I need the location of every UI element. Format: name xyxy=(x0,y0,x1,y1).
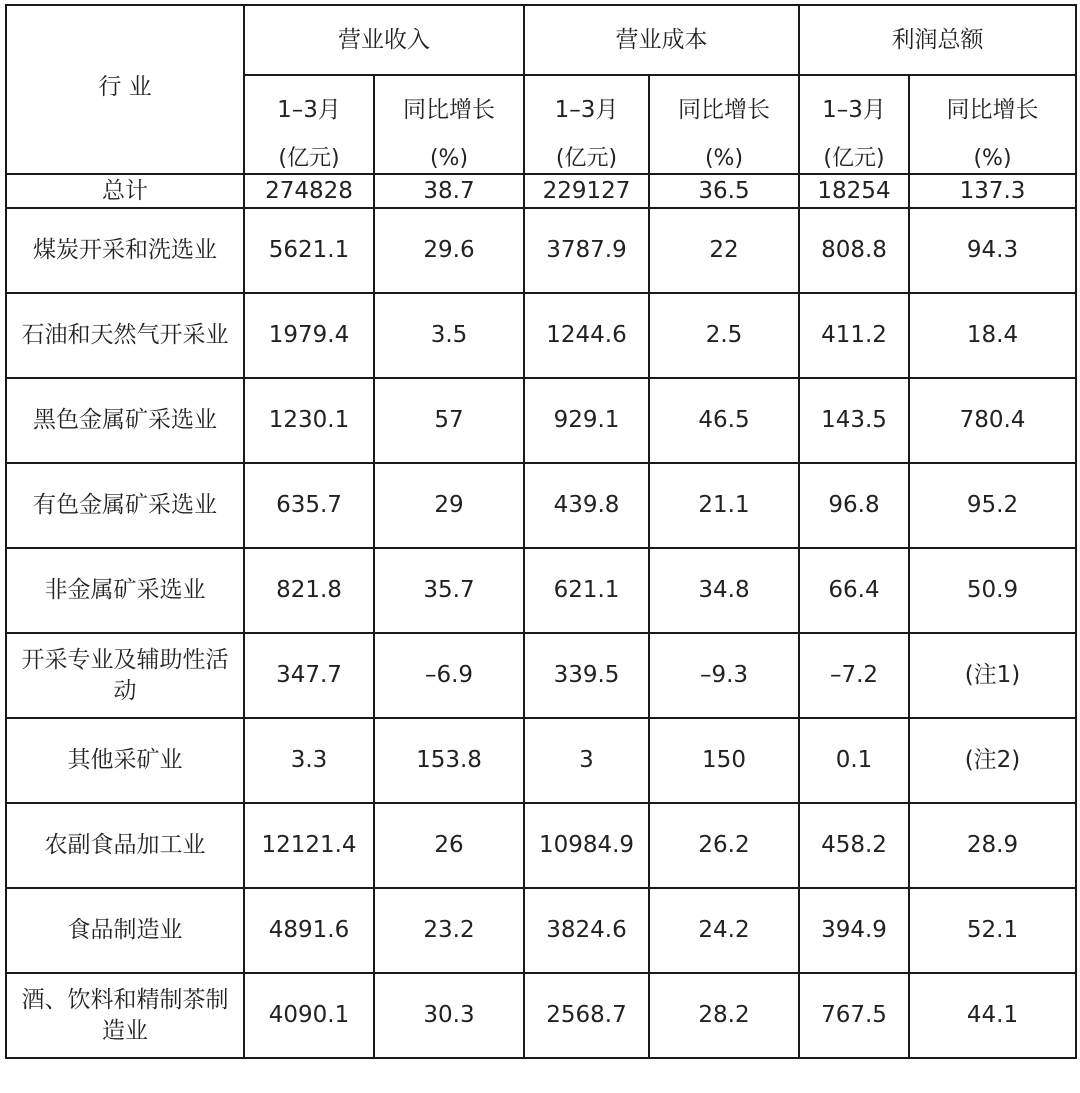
cell-revenue: 5621.1 xyxy=(244,208,374,293)
cell-revenue-growth: 23.2 xyxy=(374,888,524,973)
cell-profit-growth: 28.9 xyxy=(909,803,1076,888)
row-name: 有色金属矿采选业 xyxy=(6,463,244,548)
unit-cost-growth: (%) xyxy=(649,144,799,174)
table-row xyxy=(6,888,1076,973)
row-name: 石油和天然气开采业 xyxy=(6,293,244,378)
cell-profit-growth: 52.1 xyxy=(909,888,1076,973)
cell-cost-growth: 26.2 xyxy=(649,803,799,888)
table-row xyxy=(6,633,1076,718)
row-name: 农副食品加工业 xyxy=(6,803,244,888)
cell-cost-growth: 150 xyxy=(649,718,799,803)
cell-cost: 3787.9 xyxy=(524,208,649,293)
cell-profit-growth: (注2) xyxy=(909,718,1076,803)
cell-profit: 394.9 xyxy=(799,888,909,973)
cell-revenue: 347.7 xyxy=(244,633,374,718)
table-row xyxy=(6,463,1076,548)
unit-profit-period: (亿元) xyxy=(799,144,909,174)
table-row-total xyxy=(6,174,1076,208)
cell-revenue-growth: 35.7 xyxy=(374,548,524,633)
cell-profit: –7.2 xyxy=(799,633,909,718)
cell-cost: 229127 xyxy=(524,174,649,208)
cell-revenue: 4891.6 xyxy=(244,888,374,973)
table-row xyxy=(6,378,1076,463)
row-name: 非金属矿采选业 xyxy=(6,548,244,633)
cell-revenue-growth: –6.9 xyxy=(374,633,524,718)
cell-revenue-growth: 29 xyxy=(374,463,524,548)
cell-cost-growth: 36.5 xyxy=(649,174,799,208)
cell-profit: 66.4 xyxy=(799,548,909,633)
cell-cost: 2568.7 xyxy=(524,973,649,1058)
cell-cost-growth: 34.8 xyxy=(649,548,799,633)
table-row xyxy=(6,293,1076,378)
row-name: 其他采矿业 xyxy=(6,718,244,803)
cell-profit: 458.2 xyxy=(799,803,909,888)
cell-cost: 1244.6 xyxy=(524,293,649,378)
statistics-table xyxy=(5,4,1077,1059)
row-name: 酒、饮料和精制茶制造业 xyxy=(6,973,244,1058)
subheader-revenue-growth: 同比增长 xyxy=(374,75,524,144)
cell-revenue: 821.8 xyxy=(244,548,374,633)
cell-profit-growth: 94.3 xyxy=(909,208,1076,293)
industry-header: 行 业 xyxy=(6,5,244,174)
cell-profit: 767.5 xyxy=(799,973,909,1058)
cell-profit-growth: (注1) xyxy=(909,633,1076,718)
cell-profit-growth: 137.3 xyxy=(909,174,1076,208)
cell-revenue-growth: 38.7 xyxy=(374,174,524,208)
unit-revenue-period: (亿元) xyxy=(244,144,374,174)
unit-cost-period: (亿元) xyxy=(524,144,649,174)
cell-cost: 3 xyxy=(524,718,649,803)
cell-cost: 339.5 xyxy=(524,633,649,718)
cell-cost-growth: 21.1 xyxy=(649,463,799,548)
row-name: 煤炭开采和洗选业 xyxy=(6,208,244,293)
cell-revenue: 3.3 xyxy=(244,718,374,803)
cell-revenue: 274828 xyxy=(244,174,374,208)
unit-revenue-growth: (%) xyxy=(374,144,524,174)
row-name: 开采专业及辅助性活动 xyxy=(6,633,244,718)
unit-profit-growth: (%) xyxy=(909,144,1076,174)
subheader-profit-period: 1–3月 xyxy=(799,75,909,144)
subheader-cost-period: 1–3月 xyxy=(524,75,649,144)
row-name: 黑色金属矿采选业 xyxy=(6,378,244,463)
cell-cost-growth: 28.2 xyxy=(649,973,799,1058)
cell-cost-growth: 46.5 xyxy=(649,378,799,463)
cell-revenue: 1979.4 xyxy=(244,293,374,378)
cell-profit: 808.8 xyxy=(799,208,909,293)
group-header-profit: 利润总额 xyxy=(799,5,1076,75)
table-row xyxy=(6,548,1076,633)
cell-revenue-growth: 29.6 xyxy=(374,208,524,293)
cell-revenue: 635.7 xyxy=(244,463,374,548)
table-row xyxy=(6,973,1076,1058)
row-name: 总计 xyxy=(6,174,244,208)
cell-profit: 96.8 xyxy=(799,463,909,548)
cell-cost-growth: –9.3 xyxy=(649,633,799,718)
table-row xyxy=(6,803,1076,888)
cell-revenue-growth: 153.8 xyxy=(374,718,524,803)
cell-cost-growth: 22 xyxy=(649,208,799,293)
cell-profit: 411.2 xyxy=(799,293,909,378)
cell-profit-growth: 44.1 xyxy=(909,973,1076,1058)
subheader-revenue-period: 1–3月 xyxy=(244,75,374,144)
row-name: 食品制造业 xyxy=(6,888,244,973)
cell-profit-growth: 780.4 xyxy=(909,378,1076,463)
cell-revenue-growth: 30.3 xyxy=(374,973,524,1058)
cell-cost: 621.1 xyxy=(524,548,649,633)
cell-revenue-growth: 3.5 xyxy=(374,293,524,378)
group-header-revenue: 营业收入 xyxy=(244,5,524,75)
cell-cost: 929.1 xyxy=(524,378,649,463)
cell-profit: 18254 xyxy=(799,174,909,208)
subheader-cost-growth: 同比增长 xyxy=(649,75,799,144)
cell-profit: 0.1 xyxy=(799,718,909,803)
cell-cost-growth: 24.2 xyxy=(649,888,799,973)
cell-cost: 3824.6 xyxy=(524,888,649,973)
cell-profit: 143.5 xyxy=(799,378,909,463)
cell-revenue-growth: 26 xyxy=(374,803,524,888)
table-row xyxy=(6,718,1076,803)
cell-profit-growth: 95.2 xyxy=(909,463,1076,548)
cell-revenue: 1230.1 xyxy=(244,378,374,463)
cell-revenue-growth: 57 xyxy=(374,378,524,463)
table-row xyxy=(6,208,1076,293)
cell-profit-growth: 18.4 xyxy=(909,293,1076,378)
cell-revenue: 4090.1 xyxy=(244,973,374,1058)
cell-profit-growth: 50.9 xyxy=(909,548,1076,633)
subheader-profit-growth: 同比增长 xyxy=(909,75,1076,144)
group-header-cost: 营业成本 xyxy=(524,5,799,75)
cell-cost: 10984.9 xyxy=(524,803,649,888)
cell-revenue: 12121.4 xyxy=(244,803,374,888)
cell-cost-growth: 2.5 xyxy=(649,293,799,378)
cell-cost: 439.8 xyxy=(524,463,649,548)
